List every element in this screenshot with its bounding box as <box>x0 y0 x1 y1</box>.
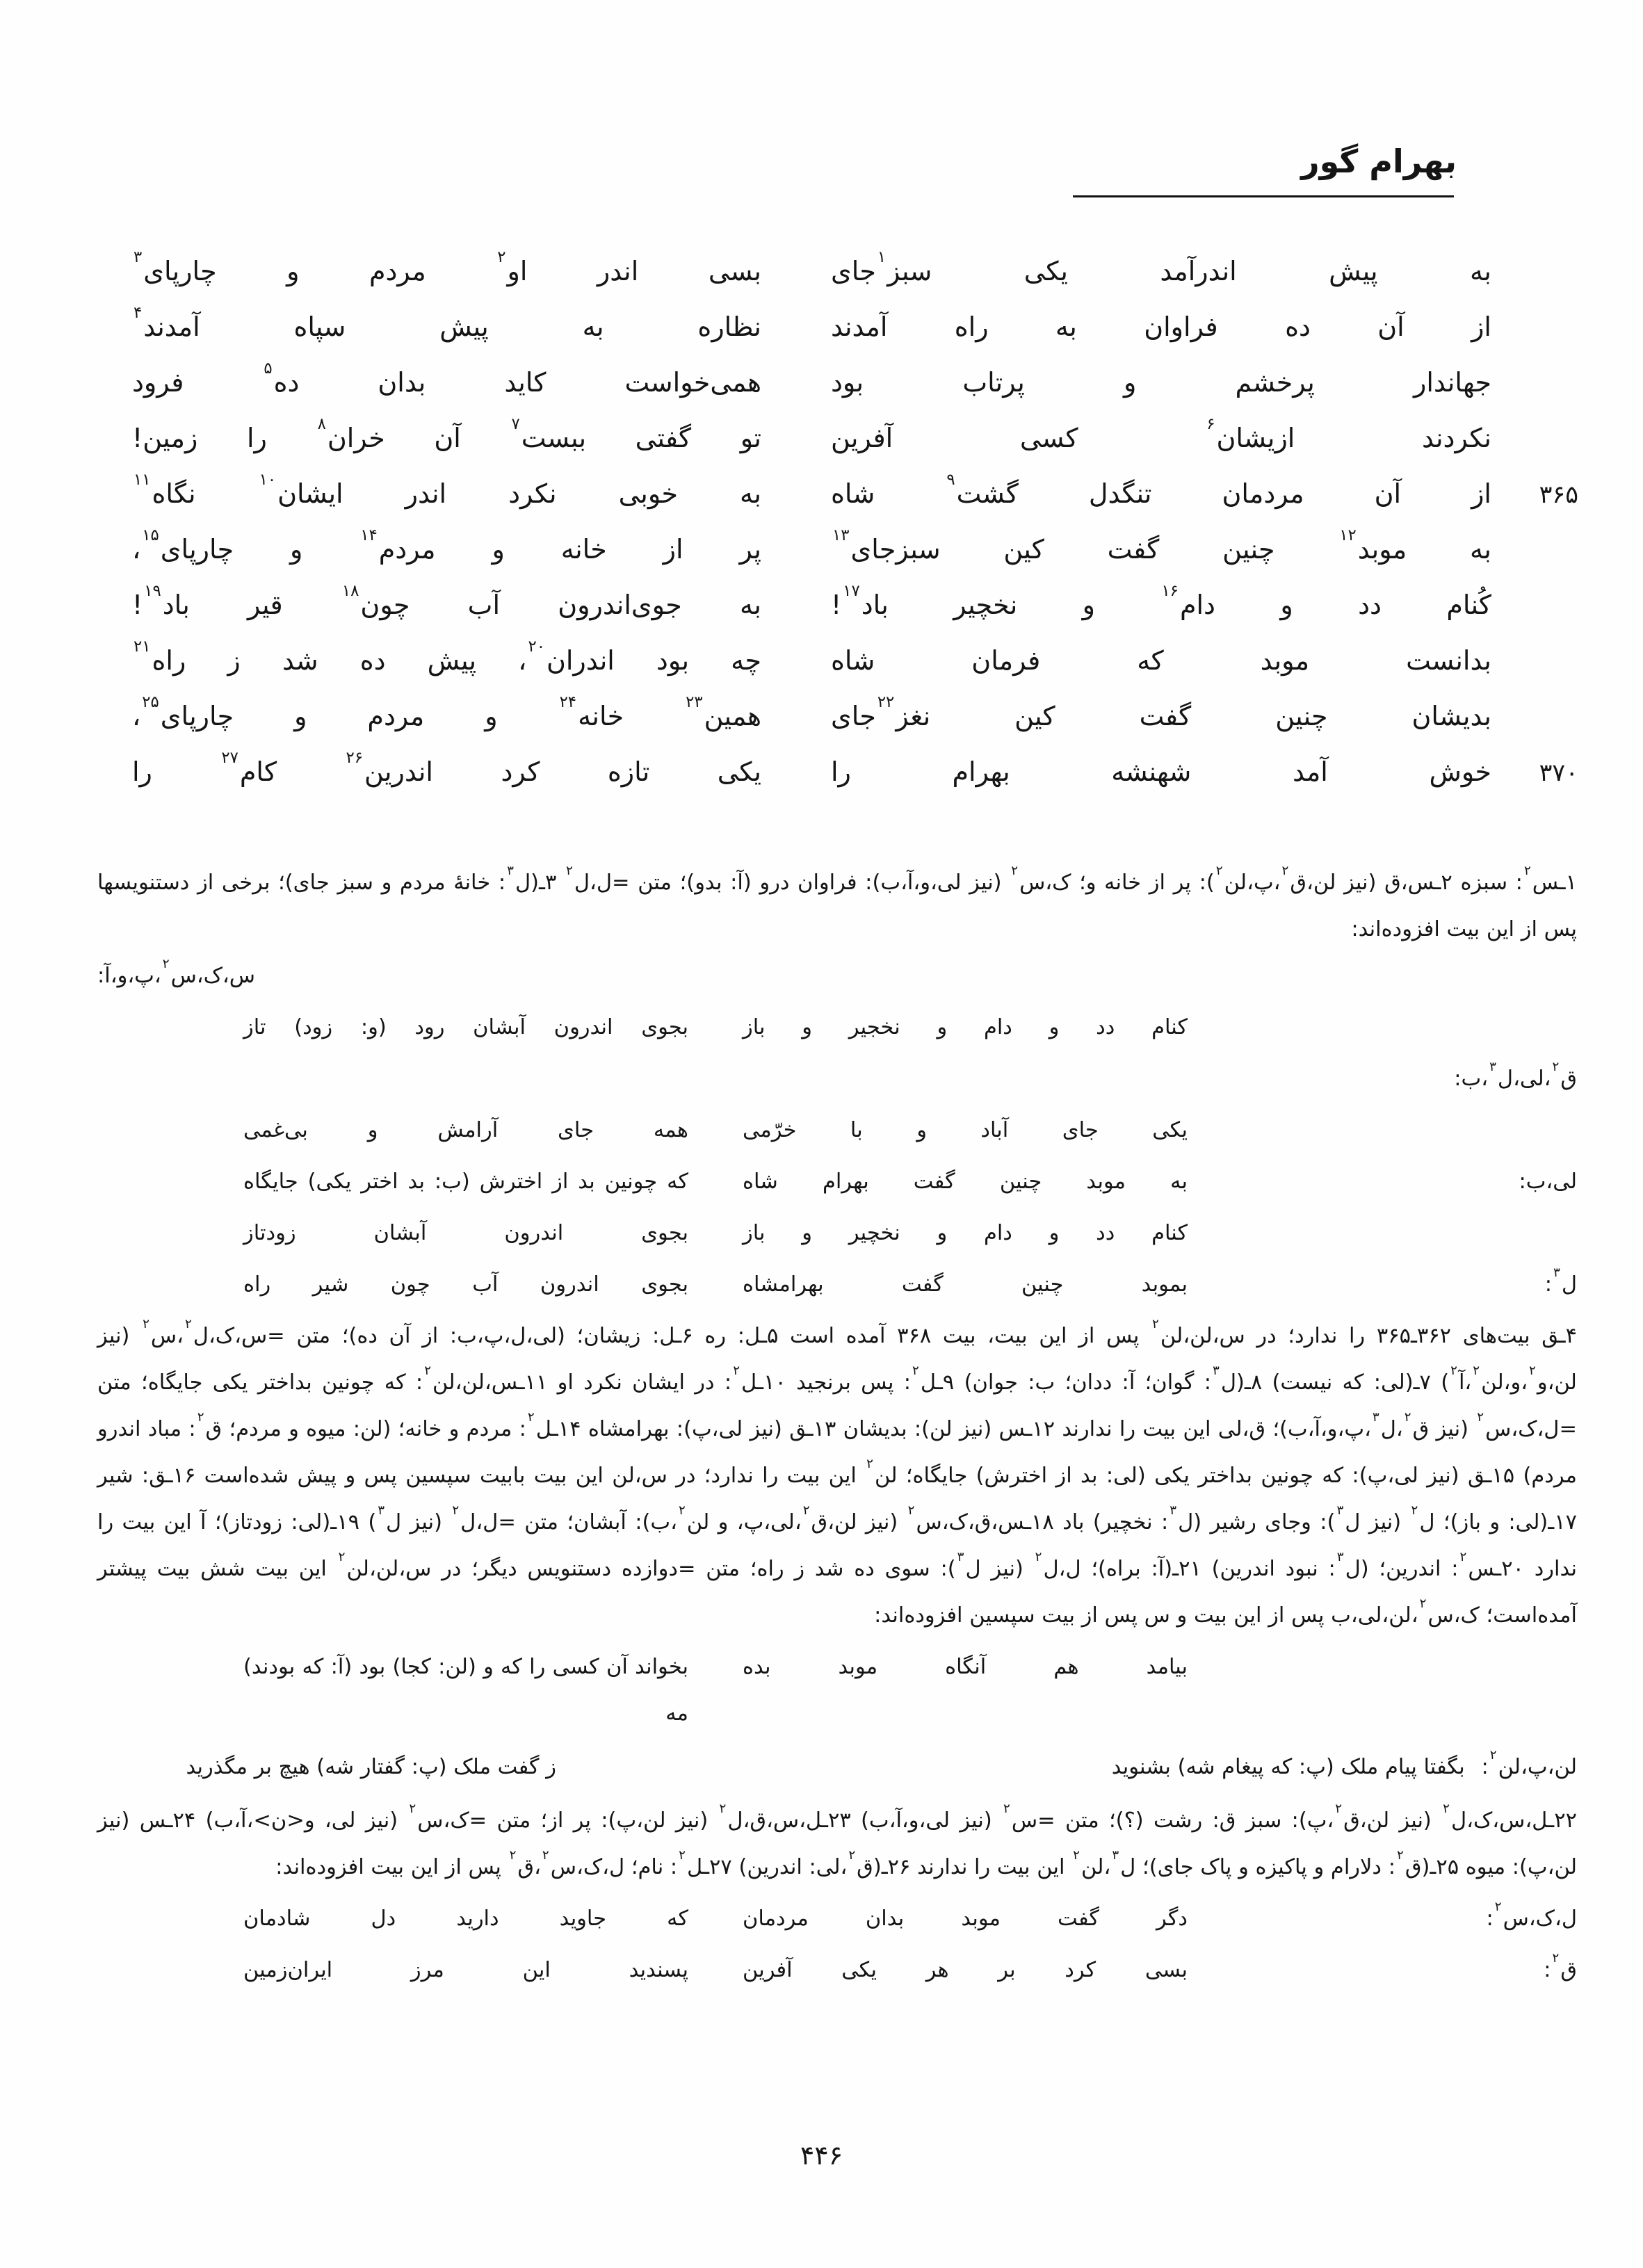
verse-left-hemistich: که چونین بد از اخترش (ب: بد اختر یکی) جایگاه <box>243 1169 688 1194</box>
footnote-marker: ۲ <box>542 1847 549 1863</box>
footnote-marker: ۲ <box>1529 1363 1536 1378</box>
footnote-marker: ۲ <box>1003 1801 1010 1816</box>
critical-apparatus <box>97 859 1577 1998</box>
verse-right-hemistich: جهاندار پرخشم و پرتاب بود <box>831 367 1491 398</box>
footnote-marker: ۲ <box>143 1316 149 1331</box>
footnote-marker: ۲ <box>1489 1747 1497 1763</box>
footnote-marker: ۲ <box>452 1502 460 1518</box>
footnote-marker: ۲۶ <box>346 748 364 767</box>
verse-left-hemistich: همین$^{۲۳}$ خانه$^{۲۴}$ و مردم و چارپای$^{۲۵}$، <box>132 692 761 731</box>
poem <box>94 248 1578 812</box>
footnote-marker: ۲ <box>1523 863 1531 878</box>
apparatus-verse <box>97 1644 1577 1737</box>
footnote-marker: ۹ <box>946 470 955 489</box>
footnote-marker: ۱۷ <box>843 581 860 600</box>
verse-right-hemistich: نکردند ازیشان$^۶$ کسی آفرین <box>831 414 1492 453</box>
footnote-marker: ۳ <box>378 1502 385 1518</box>
footnote-marker: ۱۵ <box>142 526 159 544</box>
footnote-marker: ۱۶ <box>1161 581 1179 600</box>
verse-left-hemistich: همه جای آرامش و بی‌غمی <box>243 1118 688 1142</box>
verse-right-hemistich: خوش آمد شهنشه بهرام را <box>831 756 1491 787</box>
footnote-marker: ۲ <box>527 1409 535 1425</box>
footnote-marker: ۲ <box>197 1409 204 1425</box>
verse-left-hemistich: نظاره به پیش سپاه آمدند$^۴$ <box>133 303 761 342</box>
footnote-marker: ۲ <box>1035 1549 1042 1564</box>
verse-left-hemistich: بجوی اندرون آب چون شیر راه <box>243 1272 688 1297</box>
footnote-marker: ۲ <box>409 1801 416 1816</box>
poem-row <box>94 248 1578 311</box>
footnote-marker: ۳ <box>1169 1502 1177 1518</box>
footnote-marker: ۲۳ <box>686 692 703 711</box>
footnote-marker: ۲ <box>497 248 506 266</box>
poem-row <box>94 526 1578 590</box>
verse-right-hemistich: کنام دد و دام و نخچیر و باز <box>743 1221 1188 1245</box>
poem-row <box>94 470 1578 534</box>
footnote-marker: ۳ <box>1336 1549 1344 1564</box>
footnote-marker: ۲ <box>1450 1363 1457 1378</box>
footnote-marker: ۱۸ <box>341 581 359 600</box>
verse-left-hemistich: چه بود اندران$^{۲۰}$، پیش ده شد ز راه$^{۲۱}$ <box>133 637 762 676</box>
verse-number: ۳۷۰ <box>1539 759 1578 787</box>
footnote-marker: ۲ <box>1281 863 1289 878</box>
footnote-marker: ۲ <box>424 1363 432 1378</box>
poem-row <box>94 303 1578 367</box>
poem-row <box>94 359 1578 423</box>
footnote-marker: ۳ <box>133 248 143 266</box>
apparatus-verse <box>97 1744 1577 1790</box>
sigla-label: ل،ک،س$^۲$: <box>1486 1899 1577 1931</box>
verse-left-hemistich: بخواند آن کسی را که و (لن: کجا) بود (آ: که بودند) مه <box>243 1655 688 1726</box>
footnote-marker: ۱۰ <box>259 470 277 489</box>
footnote-marker: ۲ <box>566 863 573 878</box>
footnote-marker: ۳ <box>1489 1059 1496 1074</box>
footnote-marker: ۲ <box>907 1502 915 1518</box>
footnote-marker: ۲ <box>733 1363 740 1378</box>
verse-left-hemistich: تو گفتی ببست$^۷$ آن خران$^۸$ را زمین! <box>132 414 761 453</box>
footnote-marker: ۲ <box>679 1847 686 1863</box>
verse-right-hemistich: بیامد هم آنگاه موبد بده <box>743 1655 1188 1679</box>
footnote-marker: ۲۴ <box>559 692 577 711</box>
apparatus-verse <box>97 1895 1577 1942</box>
verse-right-hemistich: کنام دد و دام و نخجیر و باز <box>743 1015 1188 1039</box>
verse-right-hemistich: به موبد چنین گفت بهرام شاه <box>743 1169 1188 1194</box>
footnote-marker: ۲ <box>912 1363 919 1378</box>
footnote-marker: ۳ <box>1553 1265 1560 1280</box>
footnote-marker: ۱۱ <box>133 470 151 489</box>
footnote-marker: ۲ <box>1335 1801 1343 1816</box>
footnote-marker: ۲ <box>184 1316 192 1331</box>
verse-left-hemistich: پسندید این مرز ایران‌زمین <box>243 1958 688 1982</box>
footnote-marker: ۲ <box>1477 1409 1484 1425</box>
apparatus-paragraph: ۴ـق بیت‌های ۳۶۲ـ۳۶۵ را ندارد؛ در س،لن،لن$^۲$ پس از این بیت، بیت ۳۶۸ آمده است ۵ـل: ره ۶ـل: زیشان؛ (لی،ل،پ،ب: از آن ده)؛ متن =س،ک،ل$^۲$،س$^۲$ (نیز لن،و$^۲$،و،لن$^۲$،آ$^۲$) ۷ـ(لی: که نیست) ۸ـ(ل$^۳$: گوان؛ آ: ددان؛ ب: جوان) ۹ـل$^۲$: پس برنجید ۱۰ـل$^۲$: در ایشان نکرد او ۱۱ـس،لن،لن$^۲$: که چونین بداختر یکی جایگاه؛ متن =ل،ک،س$^۲$ (نیز ق$^۲$،ل$^۳$،پ،و،آ،ب)؛ ق،لی این بیت را ندارند ۱۲ـس (نیز لن): بدیشان ۱۳ـق (نیز لی،پ): بهرامشاه ۱۴ـل$^۲$: مردم و خانه؛ (لن: میوه و مردم؛ ق$^۲$: مباد اندرو مردم) ۱۵ـق (نیز لی،پ): که چونین بداختر یکی (لی: بد از اخترش) جایگاه؛ لن$^۲$ این بیت را ندارد؛ در س،لن این بیت بابیت سپسین پس و پیش شده‌است ۱۶ـق: شیر ۱۷ـ(لی: و باز)؛ ل$^۲$ (نیز ل$^۳$): وجای رشیر (ل$^۳$: نخچیر) باد ۱۸ـس،ق،ک،س$^۲$ (نیز لن،ق$^۲$،لی،پ، و لن$^۲$،ب): آبشان؛ متن =ل،ل$^۲$ (نیز ل$^۳$) ۱۹ـ(لی: زودتاز)؛ آ این بیت را ندارد ۲۰ـس$^۲$: اندرین؛ (ل$^۳$: نبود اندرین) ۲۱ـ(آ: براه)؛ ل،ل$^۲$ (نیز ل$^۳$): سوی ده شد ز راه؛ متن =دوازده دستنویس دیگر؛ در س،لن،لن$^۲$ این بیت شش بیت پیشتر آمده‌است؛ ک،س$^۲$،لن،لی،ب پس از این بیت و س پس از بیت سپسین افزوده‌اند: <box>97 1316 1578 1628</box>
poem-row <box>94 692 1578 756</box>
verse-right-hemistich: به پیش اندرآمد یکی سبز$^۱$جای <box>831 248 1491 286</box>
footnote-marker: ۲ <box>1459 1549 1467 1564</box>
chapter-title: بهرام گور <box>1301 143 1457 180</box>
verse-left-hemistich: بجوی اندرون آبشان رود (و: زود) تاز <box>243 1015 688 1039</box>
page-number: ۴۴۶ <box>800 2140 843 2171</box>
footnote-marker: ۳ <box>507 863 514 878</box>
footnote-marker: ۲ <box>338 1549 346 1564</box>
verse-right-hemistich: بسی کرد بر هر یکی آفرین <box>743 1958 1188 1982</box>
footnote-marker: ۲ <box>1215 863 1223 878</box>
footnote-marker: ۶ <box>1206 414 1215 433</box>
footnote-marker: ۴ <box>133 303 143 322</box>
footnote-marker: ۲ <box>1404 1409 1411 1425</box>
apparatus-verse <box>97 1158 1577 1205</box>
footnote-marker: ۲۰ <box>528 637 545 656</box>
footnote-marker: ۳ <box>957 1549 964 1564</box>
verse-right-hemistich: کُنام دد و دام$^{۱۶}$ و نخچیر باد$^{۱۷}$! <box>831 581 1491 620</box>
footnote-marker: ۲۲ <box>877 692 895 711</box>
verse-left-hemistich: ز گفت ملک (پ: گفتار شه) هیچ بر مگذرید <box>186 1755 556 1779</box>
footnote-marker: ۸ <box>317 414 326 433</box>
footnote-marker: ۱۳ <box>832 526 850 544</box>
footnote-marker: ۳ <box>1112 1847 1119 1863</box>
verse-right-hemistich: یکی جای آباد و با خرّمی <box>743 1118 1188 1142</box>
footnote-marker: ۲ <box>1073 1847 1080 1863</box>
footnote-marker: ۱۲ <box>1339 526 1357 544</box>
sigla-label: لن،پ،لن$^۲$: <box>1481 1747 1577 1779</box>
footnote-marker: ۲ <box>509 1847 517 1863</box>
footnote-marker: ۲ <box>1011 863 1019 878</box>
footnote-marker: ۳ <box>1336 1502 1344 1518</box>
verse-left-hemistich: یکی تازه کرد اندرین$^{۲۶}$ کام$^{۲۷}$ را <box>132 748 761 787</box>
footnote-marker: ۲ <box>1411 1502 1418 1518</box>
footnote-marker: ۲ <box>1443 1801 1450 1816</box>
sigla-label: ق$^۲$: <box>1544 1950 1577 1982</box>
footnote-marker: ۲ <box>1552 1059 1560 1074</box>
verse-left-hemistich: پر از خانه و مردم$^{۱۴}$ و چارپای$^{۱۵}$، <box>132 526 762 565</box>
header-rule <box>1073 195 1454 197</box>
footnote-marker: ۲ <box>848 1847 856 1863</box>
poem-row <box>94 414 1578 478</box>
footnote-marker: ۳ <box>1213 1363 1220 1378</box>
apparatus-verse <box>97 1210 1577 1256</box>
poem-row <box>94 581 1578 645</box>
poem-row <box>94 748 1578 812</box>
manuscript-sigla-label: س،ک،س$^۲$،پ،و،آ: <box>97 956 256 988</box>
verse-right-hemistich: بدانست موبد که فرمان شاه <box>831 645 1491 676</box>
poem-row <box>94 637 1578 701</box>
apparatus-verse <box>97 1004 1577 1051</box>
apparatus-verse <box>97 1947 1577 1993</box>
footnote-marker: ۷ <box>511 414 520 433</box>
footnote-marker: ۲ <box>1396 1847 1404 1863</box>
verse-right-hemistich: بموبد چنین گفت بهرامشاه <box>743 1272 1188 1297</box>
footnote-marker: ۱ <box>877 248 887 266</box>
apparatus-paragraph: ۱ـس$^۲$: سبزه ۲ـس،ق (نیز لن،ق$^۲$،پ،لن$^۲$): پر از خانه و؛ ک،س$^۲$ (نیز لی،و،آ،ب): فراوان درو (آ: بدو)؛ متن =ل،ل$^۲$ ۳ـ(ل$^۳$: خانهٔ مردم و سبز جای)؛ برخی از دستنویسها پس از این بیت افزوده‌اند: <box>97 863 1577 941</box>
apparatus-verse <box>97 1107 1577 1153</box>
footnote-marker: ۲ <box>1552 1950 1560 1966</box>
verse-right-hemistich: دگر گفت موبد بدان مردمان <box>743 1906 1188 1931</box>
verse-right-hemistich: بدیشان چنین گفت کین نغز$^{۲۲}$جای <box>831 692 1491 731</box>
footnote-marker: ۲ <box>866 1456 873 1471</box>
footnote-marker: ۲ <box>802 1502 810 1518</box>
footnote-marker: ۲۷ <box>221 748 238 767</box>
verse-left-hemistich: همی‌خواست کاید بدان ده$^۵$ فرود <box>132 359 761 398</box>
footnote-marker: ۲ <box>678 1502 686 1518</box>
footnote-marker: ۱۴ <box>360 526 378 544</box>
footnote-marker: ۲۱ <box>133 637 151 656</box>
verse-right-hemistich: از آن ده فراوان به راه آمدند <box>831 311 1491 342</box>
verse-right-hemistich: از آن مردمان تنگدل گشت$^۹$ شاه <box>831 470 1491 509</box>
footnote-marker: ۱۹ <box>144 581 161 600</box>
sigla-label: ل$^۳$: <box>1544 1265 1577 1297</box>
verse-number: ۳۶۵ <box>1539 481 1578 509</box>
verse-left-hemistich: به خوبی نکرد اندر ایشان$^{۱۰}$ نگاه$^{۱۱}$ <box>133 470 761 509</box>
footnote-marker: ۲ <box>1494 1899 1502 1914</box>
footnote-marker: ۲ <box>1151 1316 1159 1331</box>
footnote-marker: ۲ <box>162 956 170 971</box>
footnote-marker: ۲ <box>719 1801 727 1816</box>
verse-left-hemistich: بجوی اندرون آبشان زودتاز <box>243 1221 688 1245</box>
verse-left-hemistich: بسی اندر او$^۲$ مردم و چارپای$^۳$ <box>133 248 761 286</box>
verse-right-hemistich: به موبد$^{۱۲}$ چنین گفت کین سبزجای$^{۱۳}$ <box>832 526 1491 565</box>
apparatus-paragraph: ۲۲ـل،س،ک،ل$^۲$ (نیز لن،ق$^۲$،پ): سبز ق: رشت (؟)؛ متن =س$^۲$ (نیز لی،و،آ،ب) ۲۳ـل،س،ق،ل$^۲$ (نیز لن،پ): پر از؛ متن =ک،س$^۲$ (نیز لی، و<ن>،آ،ب) ۲۴ـس (نیز لن،پ): میوه ۲۵ـ(ق$^۲$: دلارام و پاکیزه و پاک جای)؛ ل$^۳$،لن$^۲$ این بیت را ندارند ۲۶ـ(ق$^۲$،لی: اندرین) ۲۷ـل$^۲$: نام؛ ل،ک،س$^۲$،ق$^۲$ پس از این بیت افزوده‌اند: <box>97 1801 1577 1879</box>
footnote-marker: ۲ <box>1419 1596 1427 1611</box>
footnote-marker: ۲۵ <box>142 692 159 711</box>
footnote-marker: ۲ <box>1473 1363 1480 1378</box>
verse-left-hemistich: که جاوید دارید دل شادمان <box>243 1906 688 1931</box>
manuscript-sigla-label: ق$^۲$،لی،ل$^۳$،ب: <box>1454 1059 1577 1091</box>
sigla-label: لی،ب: <box>1519 1169 1577 1194</box>
footnote-marker: ۵ <box>264 359 273 378</box>
apparatus-verse <box>97 1261 1577 1308</box>
verse-right-hemistich: لن،پ،لن$^۲$: بگفتا پیام ملک (پ: که پیغام شه) بشنوید <box>1111 1747 1577 1779</box>
verse-left-hemistich: به جوی‌اندرون آب چون$^{۱۸}$ قیر باد$^{۱۹}$! <box>132 581 761 620</box>
footnote-marker: ۳ <box>1372 1409 1379 1425</box>
